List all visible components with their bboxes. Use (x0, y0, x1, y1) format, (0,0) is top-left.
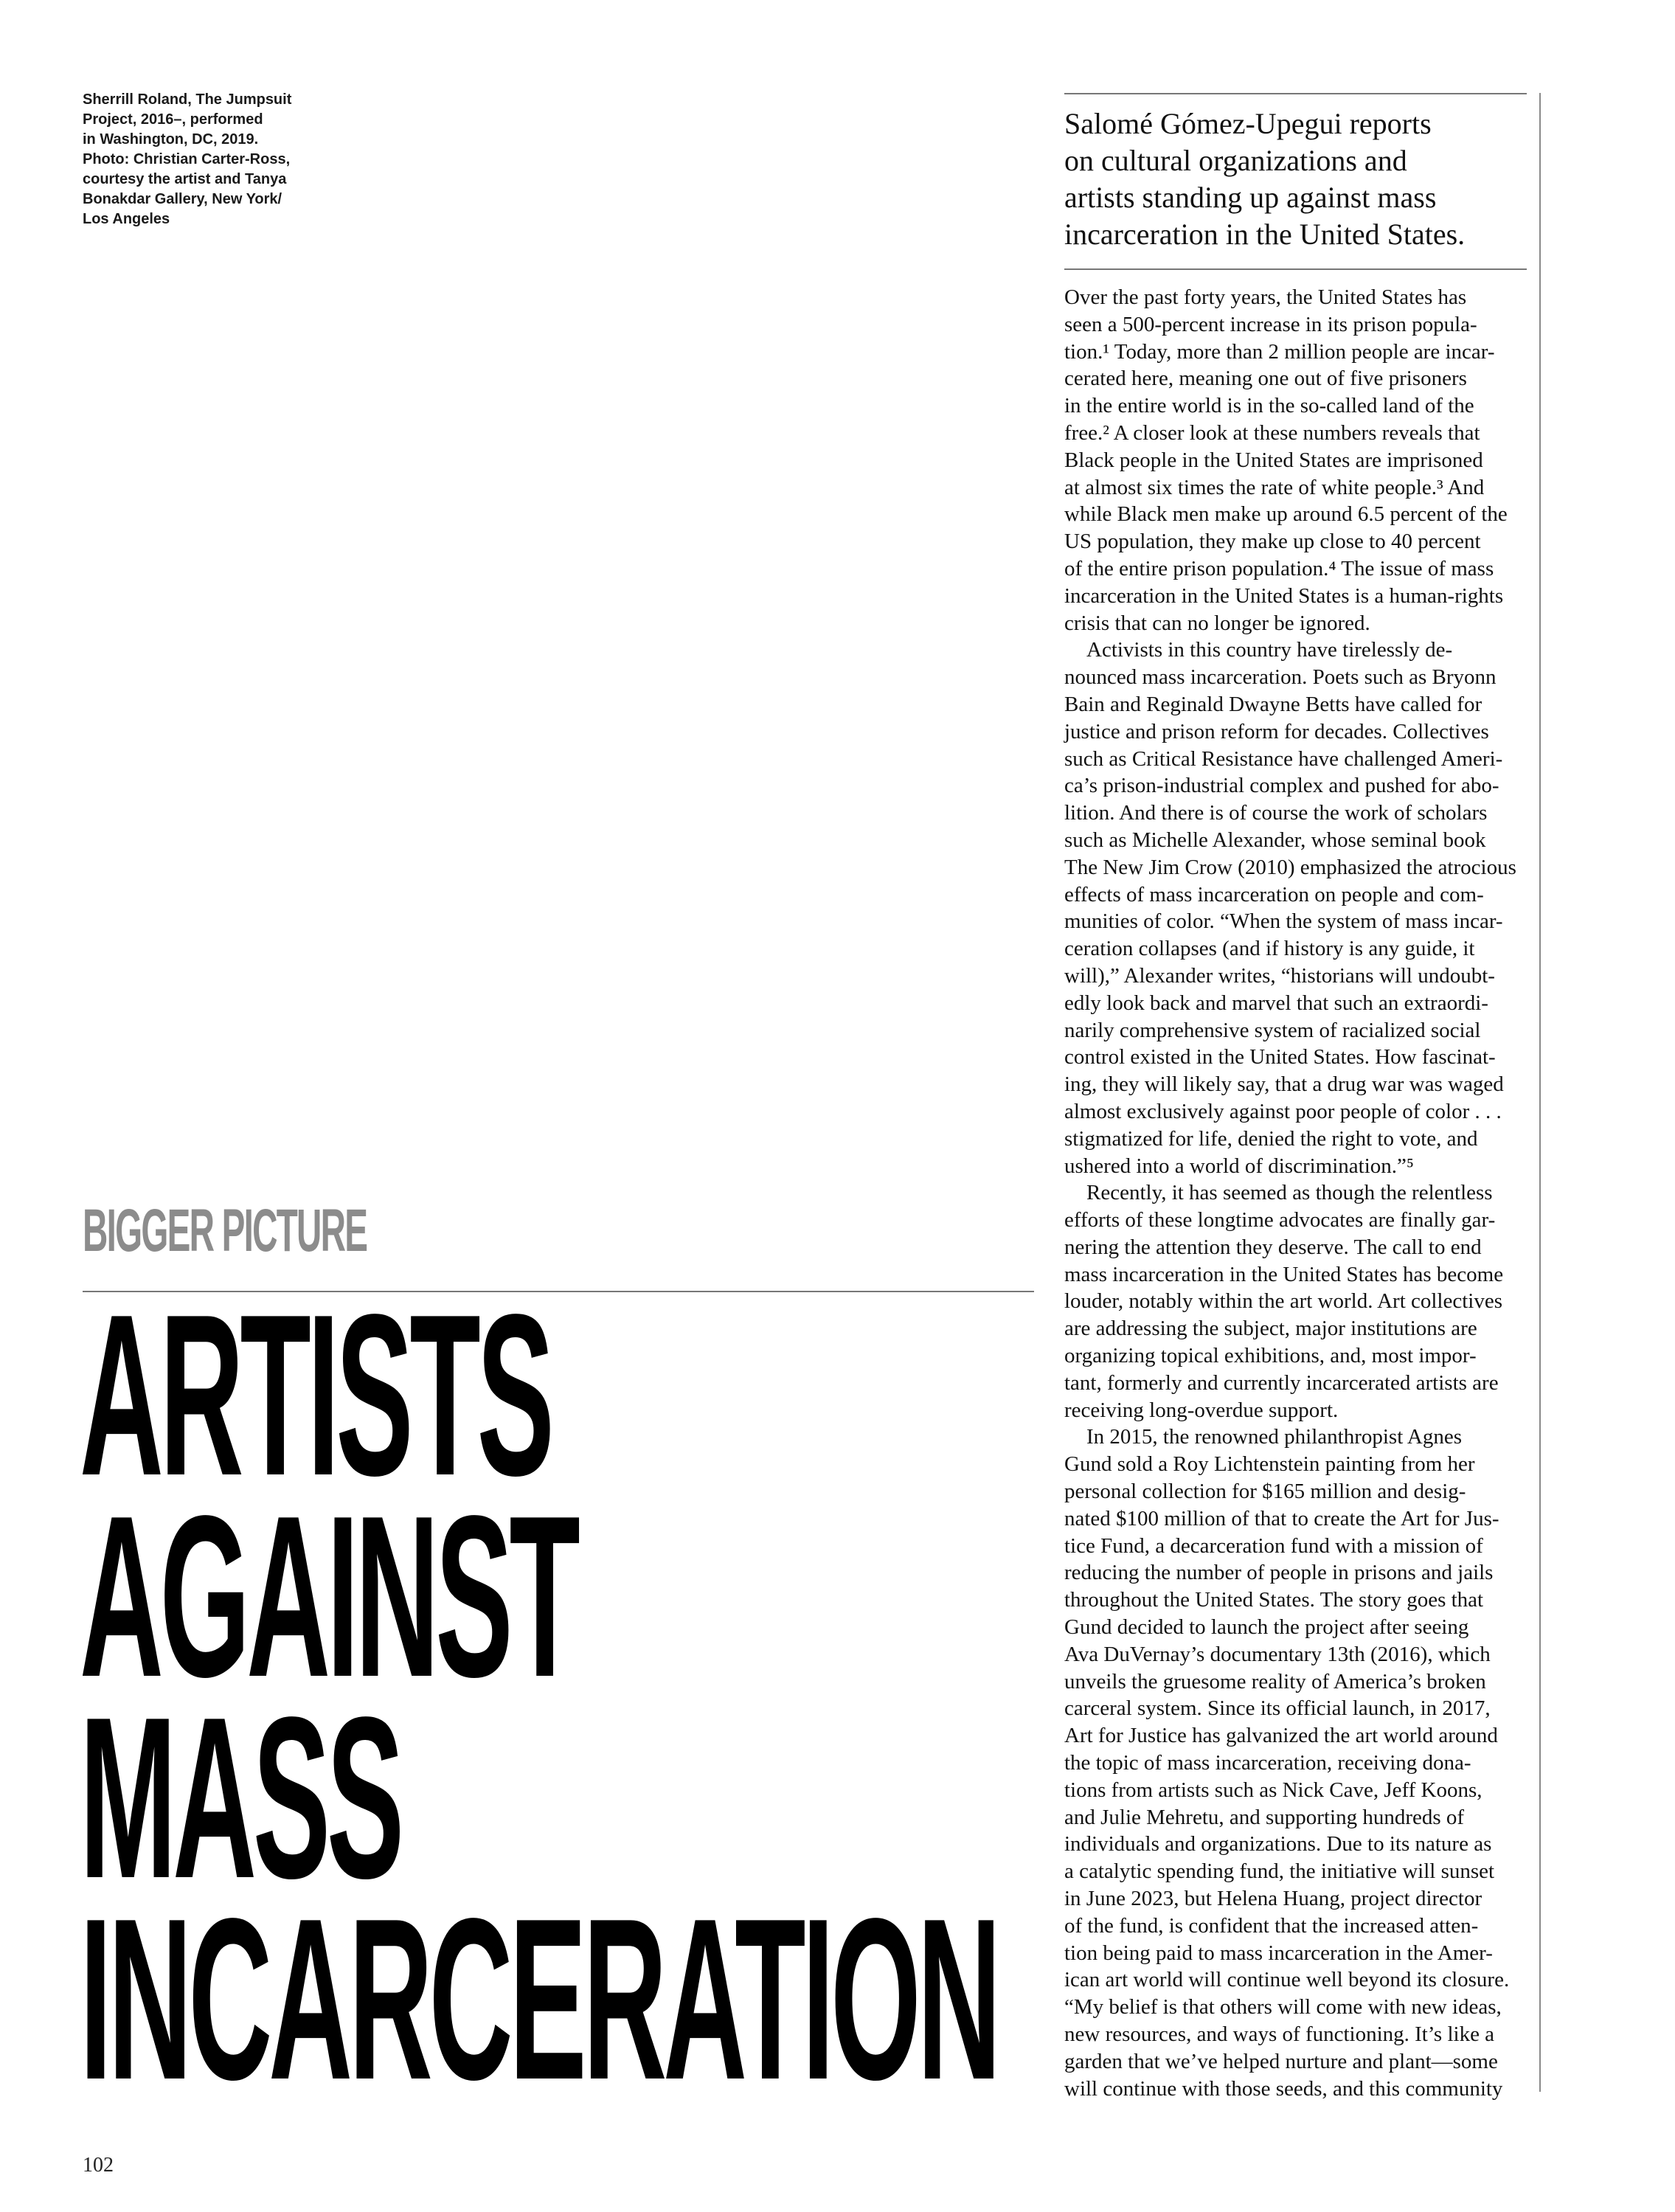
body-line: ican art world will continue well beyond its closure. (1064, 1968, 1510, 1992)
article-body (1064, 284, 1536, 2102)
body-line: and Julie Mehretu, and supporting hundreds of (1064, 1805, 1465, 1829)
body-line: reducing the number of people in prisons and jails (1064, 1561, 1494, 1585)
body-line: control existed in the United States. How fascinat- (1064, 1045, 1496, 1069)
body-line: incarceration in the United States is a human-rights (1064, 583, 1504, 608)
body-line: crisis that can no longer be ignored. (1064, 611, 1370, 635)
body-line: narily comprehensive system of racialized social (1064, 1018, 1481, 1042)
body-line: individuals and organizations. Due to its nature as (1064, 1832, 1492, 1856)
body-line: almost exclusively against poor people of color . . . (1064, 1099, 1502, 1123)
body-line: “My belief is that others will come with new ideas, (1064, 1995, 1502, 2019)
body-line: garden that we’ve helped nurture and plant—some (1064, 2049, 1498, 2073)
body-line: at almost six times the rate of white people.³ And (1064, 475, 1485, 499)
section-label: BIGGER PICTURE (83, 1197, 367, 1264)
body-line: Black people in the United States are imprisoned (1064, 448, 1483, 472)
body-line: Gund decided to launch the project after seeing (1064, 1615, 1469, 1640)
dek-line: on cultural organizations and (1064, 144, 1407, 177)
caption-line: in Washington, DC, 2019. (83, 131, 259, 148)
body-line: mass incarceration in the United States has become (1064, 1262, 1504, 1286)
headline-line: MASS (80, 1670, 401, 1927)
body-line: nering the attention they deserve. The call to end (1064, 1235, 1482, 1259)
dek-top-rule (1064, 93, 1527, 94)
body-line: in the entire world is in the so-called land of the (1064, 394, 1474, 418)
headline-line: INCARCERATION (80, 1871, 998, 2128)
body-line: ceration collapses (and if history is any guide, it (1064, 937, 1475, 961)
body-line: edly look back and marvel that such an extraordi- (1064, 991, 1488, 1015)
body-line: such as Critical Resistance have challenged Ameri- (1064, 746, 1503, 771)
body-line: will),” Alexander writes, “historians will undoubt- (1064, 963, 1495, 988)
body-line: Art for Justice has galvanized the art world around (1064, 1724, 1498, 1748)
page-number: 102 (83, 2154, 114, 2177)
body-line: effects of mass incarceration on people and com- (1064, 882, 1484, 906)
body-line: will continue with those seeds, and this community (1064, 2076, 1503, 2101)
body-line: tion.¹ Today, more than 2 million people are incar- (1064, 339, 1495, 364)
body-line: tions from artists such as Nick Cave, Jeff Koons, (1064, 1778, 1482, 1802)
caption-line: Project, 2016–, performed (83, 111, 263, 128)
body-line: tant, formerly and currently incarcerated artists are (1064, 1370, 1499, 1395)
body-line: cerated here, meaning one out of five prisoners (1064, 367, 1467, 391)
column-rule (1539, 93, 1541, 2092)
caption-line: Sherrill Roland, The Jumpsuit (83, 91, 292, 108)
body-line: Ava DuVernay’s documentary 13th (2016), which (1064, 1642, 1491, 1666)
body-line: seen a 500-percent increase in its prison popula- (1064, 312, 1477, 336)
body-line: tice Fund, a decarceration fund with a mission of (1064, 1533, 1483, 1558)
dek (1064, 105, 1536, 253)
body-line: of the fund, is confident that the increased atten- (1064, 1913, 1479, 1938)
body-line: unveils the gruesome reality of America’s broken (1064, 1669, 1486, 1693)
body-line: Bain and Reginald Dwayne Betts have called for (1064, 692, 1482, 716)
dek-bottom-rule (1064, 268, 1527, 270)
body-line: ushered into a world of discrimination.”⁵ (1064, 1154, 1414, 1178)
body-line: personal collection for $165 million and desig- (1064, 1480, 1466, 1504)
headline-line: AGAINST (80, 1469, 577, 1725)
body-line: Activists in this country have tirelessly de- (1086, 638, 1453, 662)
body-line: such as Michelle Alexander, whose seminal book (1064, 828, 1486, 852)
body-line: new resources, and ways of functioning. It’s like a (1064, 2022, 1495, 2046)
body-line: free.² A closer look at these numbers reveals that (1064, 420, 1480, 445)
body-line: Gund sold a Roy Lichtenstein painting from her (1064, 1452, 1475, 1477)
body-line: a catalytic spending fund, the initiative will sunset (1064, 1859, 1495, 1884)
body-line: tion being paid to mass incarceration in the Amer- (1064, 1941, 1493, 1965)
body-line: nated $100 million of that to create the Art for Jus- (1064, 1506, 1499, 1530)
photo-caption (83, 90, 319, 229)
body-line: while Black men make up around 6.5 percent of the (1064, 502, 1508, 527)
body-line: organizing topical exhibitions, and, most impor- (1064, 1344, 1477, 1368)
caption-line: courtesy the artist and Tanya (83, 171, 287, 187)
body-line: justice and prison reform for decades. Collectives (1064, 719, 1489, 743)
body-line: stigmatized for life, denied the right to vote, and (1064, 1126, 1478, 1151)
body-line: ca’s prison-industrial complex and pushed for abo- (1064, 774, 1499, 798)
body-line: US population, they make up close to 40 percent (1064, 530, 1481, 554)
body-line: efforts of these longtime advocates are finally gar- (1064, 1208, 1496, 1232)
body-line: carceral system. Since its official launch, in 2017, (1064, 1696, 1491, 1721)
body-line: lition. And there is of course the work of scholars (1064, 801, 1488, 825)
body-line: Recently, it has seemed as though the relentless (1086, 1181, 1493, 1205)
dek-line: incarceration in the United States. (1064, 218, 1466, 251)
body-line: In 2015, the renowned philanthropist Agnes (1086, 1425, 1463, 1449)
body-line: receiving long-overdue support. (1064, 1398, 1339, 1422)
body-line: the topic of mass incarceration, receiving dona- (1064, 1751, 1471, 1775)
body-line: Over the past forty years, the United States has (1064, 285, 1467, 309)
body-line: throughout the United States. The story goes that (1064, 1588, 1484, 1612)
dek-line: artists standing up against mass (1064, 181, 1437, 214)
caption-line: Los Angeles (83, 211, 170, 227)
caption-line: Photo: Christian Carter-Ross, (83, 151, 291, 167)
dek-line: Salomé Gómez-Upegui reports (1064, 107, 1432, 140)
body-line: in June 2023, but Helena Huang, project director (1064, 1887, 1482, 1911)
body-line: are addressing the subject, major institutions are (1064, 1317, 1477, 1341)
headline (80, 1267, 998, 2128)
body-line: munities of color. “When the system of mass incar- (1064, 909, 1503, 934)
body-line: The New Jim Crow (2010) emphasized the atrocious (1064, 855, 1516, 879)
body-line: ing, they will likely say, that a drug war was waged (1064, 1072, 1504, 1097)
body-line: of the entire prison population.⁴ The issue of mass (1064, 556, 1494, 580)
body-line: nounced mass incarceration. Poets such as Bryonn (1064, 665, 1497, 690)
caption-line: Bonakdar Gallery, New York/ (83, 191, 282, 207)
body-line: louder, notably within the art world. Art collectives (1064, 1289, 1503, 1314)
headline-line: ARTISTS (80, 1267, 551, 1524)
